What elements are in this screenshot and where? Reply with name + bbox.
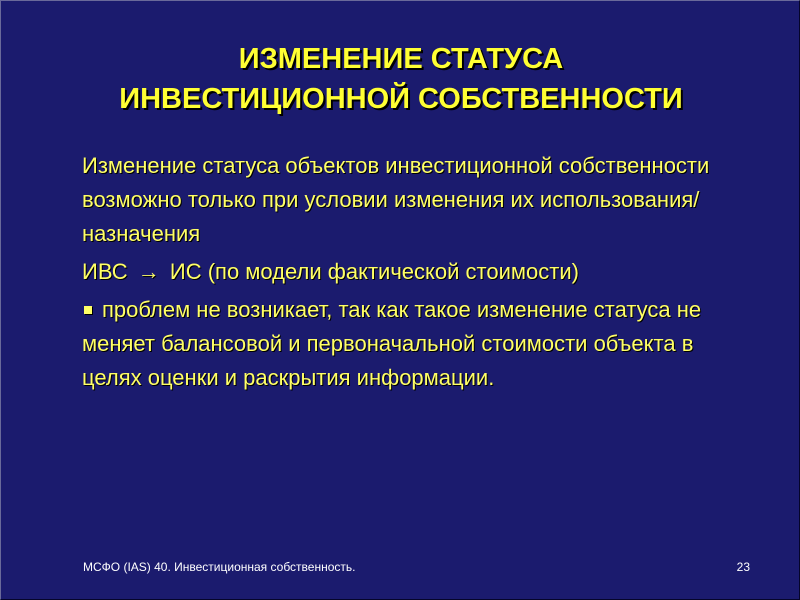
slide-title	[1, 39, 800, 119]
slide-title-line-1: ИЗМЕНЕНИЕ СТАТУСА	[238, 43, 564, 75]
square-bullet-icon	[84, 306, 92, 314]
transfer-from-label: ИВС	[82, 259, 128, 284]
paragraph-transfer	[82, 255, 732, 289]
page-number: 23	[736, 560, 750, 574]
paragraph-status-change: Изменение статуса объектов инвестиционной собственности возможно только при условии изменения их использования/назначения	[82, 153, 710, 246]
consequence-text: проблем не возникает, так как такое изменение статуса не меняет балансовой и первоначальной стоимости объекта в целях оценки и раскрытия информации.	[82, 297, 702, 390]
right-arrow-icon: →	[137, 259, 160, 284]
slide-footer: МСФО (IAS) 40. Инвестиционная собственность.	[83, 560, 356, 574]
slide-title-line-2: ИНВЕСТИЦИОННОЙ СОБСТВЕННОСТИ	[119, 83, 683, 115]
paragraph-consequence	[82, 293, 732, 395]
slide-body	[82, 149, 732, 395]
transfer-to-label: ИС (по модели фактической стоимости)	[169, 259, 579, 284]
